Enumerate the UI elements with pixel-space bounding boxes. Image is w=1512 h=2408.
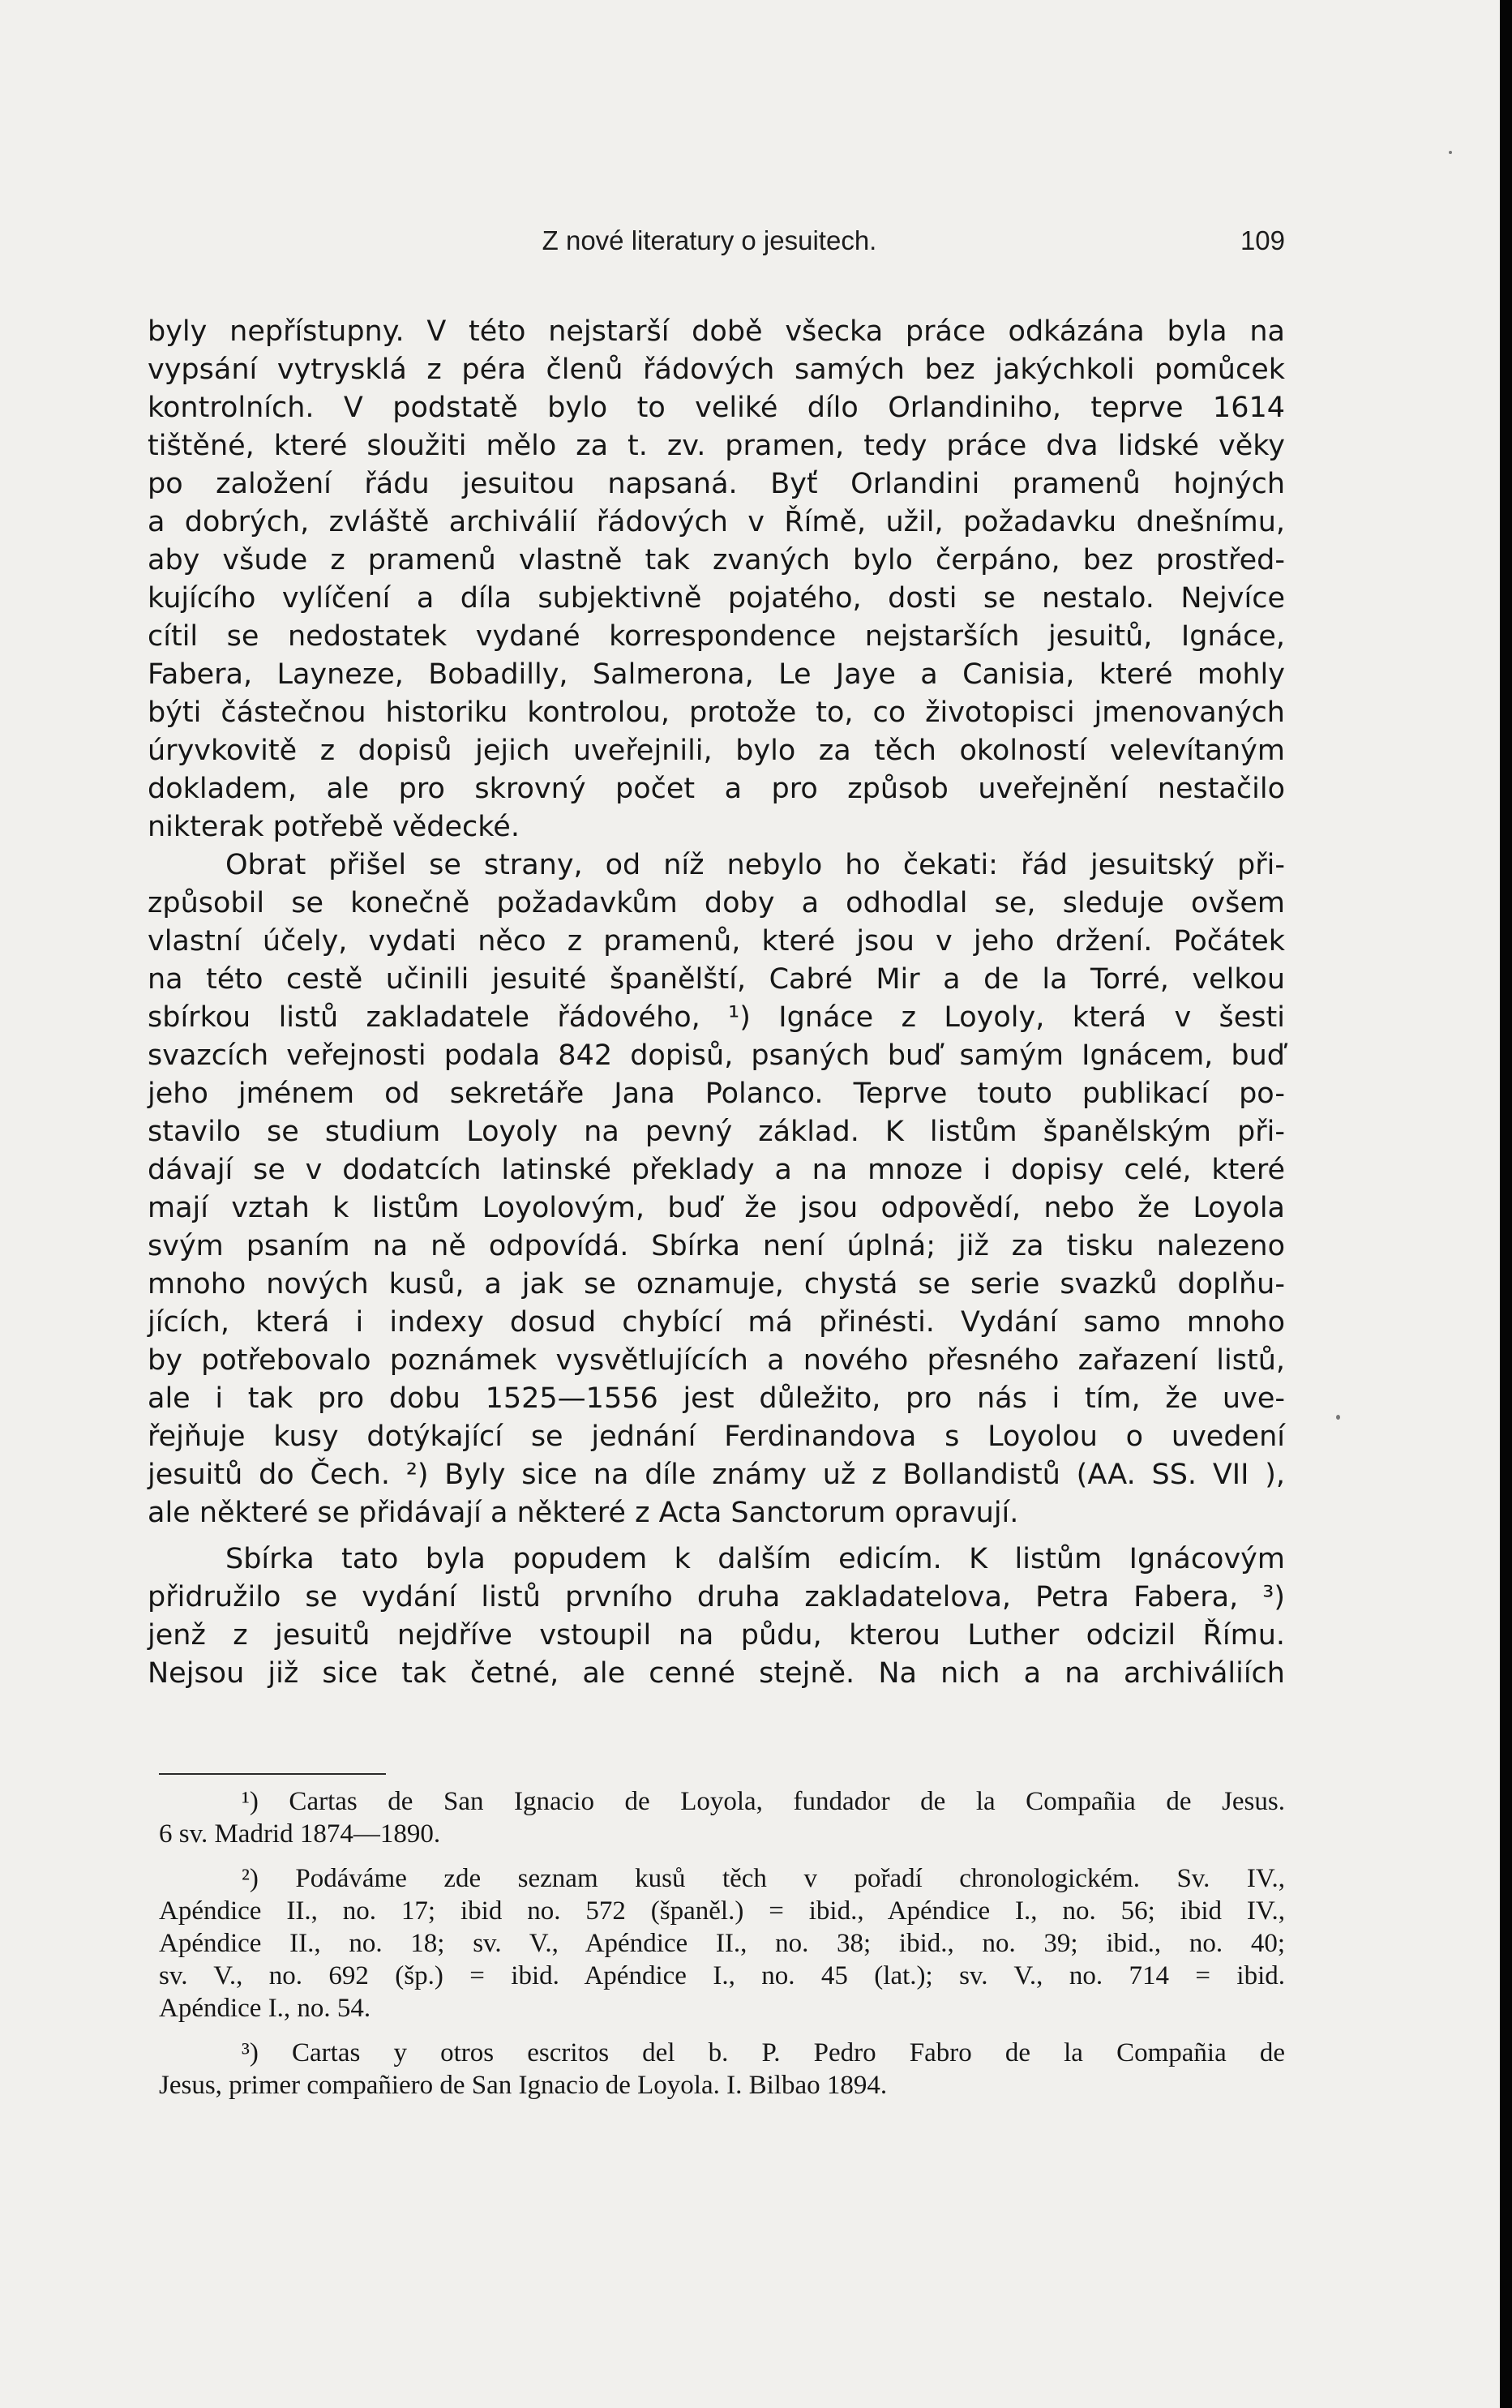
footnote-line: Jesus, primer compañiero de San Ignacio de Loyola. I. Bilbao 1894. (159, 2071, 888, 2100)
scan-speck (1336, 1415, 1340, 1420)
footnote-line: sv. V., no. 692 (šp.) = ibid. Apéndice I., no. 45 (lat.); sv. V., no. 714 = ibid. (159, 1961, 1285, 1990)
body-line: jících, která i indexy dosud chybící má přinésti. Vydání samo mnoho (148, 1306, 1285, 1339)
body-line: dávají se v dodatcích latinské překlady a na mnoze i dopisy celé, které (148, 1154, 1285, 1186)
footnote-line: ¹) Cartas de San Ignacio de Loyola, fundador de la Compañia de Jesus. (242, 1787, 1285, 1816)
body-line: kontrolních. V podstatě bylo to veliké dílo Orlandiniho, teprve 1614 (148, 392, 1285, 424)
body-line: dokladem, ale pro skrovný počet a pro způsob uveřejnění nestačilo (148, 773, 1285, 805)
body-line: mají vztah k listům Loyolovým, buď že jsou odpovědí, nebo že Loyola (148, 1192, 1285, 1224)
body-line: jesuitů do Čech. ²) Byly sice na díle známy už z Bollandistů (AA. SS. VII ), (148, 1459, 1285, 1491)
body-line: a dobrých, zvláště archiválií řádových v Římě, užil, požadavku dnešnímu, (148, 506, 1285, 538)
body-line: jeho jménem od sekretáře Jana Polanco. Teprve touto publikací po- (148, 1078, 1285, 1110)
footnote-rule (159, 1773, 386, 1775)
body-line: byly nepřístupny. V této nejstarší době všecka práce odkázána byla na (148, 315, 1285, 348)
body-line: by potřebovalo poznámek vysvětlujících a nového přesného zařazení listů, (148, 1344, 1285, 1377)
footnote-line: ²) Podáváme zde seznam kusů těch v pořadí chronologickém. Sv. IV., (242, 1864, 1285, 1893)
body-line: nikterak potřebě vědecké. (148, 811, 520, 843)
body-line: na této cestě učinili jesuité španělští, Cabré Mir a de la Torré, velkou (148, 963, 1285, 996)
footnote-line: Apéndice I., no. 54. (159, 1994, 371, 2023)
body-line: býti částečnou historiku kontrolou, protože to, co životopisci jmenovaných (148, 696, 1285, 729)
body-line: přidružilo se vydání listů prvního druha zakladatelova, Petra Fabera, ³) (148, 1581, 1285, 1613)
body-line: vypsání vytrysklá z péra členů řádových samých bez jakýchkoli pomůcek (148, 353, 1285, 386)
body-line: ale některé se přidávají a některé z Acta Sanctorum opravují. (148, 1497, 1019, 1529)
body-line: svazcích veřejnosti podala 842 dopisů, psaných buď samým Ignácem, buď (148, 1039, 1285, 1072)
body-line: způsobil se konečně požadavkům doby a odhodlal se, sleduje ovšem (148, 887, 1285, 919)
body-line: ale i tak pro dobu 1525—1556 jest důležito, pro nás i tím, že uve- (148, 1382, 1285, 1415)
body-line: cítil se nedostatek vydané korrespondence nejstarších jesuitů, Ignáce, (148, 620, 1285, 653)
body-line: Fabera, Layneze, Bobadilly, Salmerona, Le Jaye a Canisia, které mohly (148, 658, 1285, 691)
footnote-line: 6 sv. Madrid 1874—1890. (159, 1819, 441, 1849)
scan-border (1500, 0, 1512, 2408)
scan-speck (1449, 151, 1452, 154)
paragraph-start-line: Sbírka tato byla popudem k dalším edicím. K listům Ignácovým (225, 1543, 1285, 1575)
page-number: 109 (1240, 225, 1285, 255)
body-line: stavilo se studium Loyoly na pevný základ. K listům španělským při- (148, 1116, 1285, 1148)
body-line: sbírkou listů zakladatele řádového, ¹) Ignáce z Loyoly, která v šesti (148, 1001, 1285, 1034)
body-line: svým psaním na ně odpovídá. Sbírka není úplná; již za tisku nalezeno (148, 1230, 1285, 1262)
body-line: Nejsou již sice tak četné, ale cenné stejně. Na nich a na archiváliích (148, 1657, 1285, 1690)
footnote-line: Apéndice II., no. 17; ibid no. 572 (španěl.) = ibid., Apéndice I., no. 56; ibid IV., (159, 1896, 1285, 1926)
running-title: Z nové literatury o jesuitech. (542, 225, 877, 255)
paragraph-start-line: Obrat přišel se strany, od níž nebylo ho čekati: řád jesuitský při- (225, 849, 1285, 881)
footnote-line: ³) Cartas y otros escritos del b. P. Pedro Fabro de la Compañia de (242, 2038, 1285, 2067)
body-line: vlastní účely, vydati něco z pramenů, které jsou v jeho držení. Počátek (148, 925, 1285, 958)
body-line: jenž z jesuitů nejdříve vstoupil na půdu, kterou Luther odcizil Římu. (148, 1619, 1285, 1652)
body-line: aby všude z pramenů vlastně tak zvaných bylo čerpáno, bez prostřed- (148, 544, 1285, 576)
page-header (154, 225, 1285, 266)
footnote-line: Apéndice II., no. 18; sv. V., Apéndice II., no. 38; ibid., no. 39; ibid., no. 40; (159, 1929, 1285, 1958)
body-line: mnoho nových kusů, a jak se oznamuje, chystá se serie svazků doplňu- (148, 1268, 1285, 1300)
body-line: úryvkovitě z dopisů jejich uveřejnili, bylo za těch okolností velevítaným (148, 735, 1285, 767)
body-line: kujícího vylíčení a díla subjektivně pojatého, dosti se nestalo. Nejvíce (148, 582, 1285, 615)
body-line: tištěné, které sloužiti mělo za t. zv. pramen, tedy práce dva lidské věky (148, 430, 1285, 462)
body-line: řejňuje kusy dotýkající se jednání Ferdinandova s Loyolou o uvedení (148, 1420, 1285, 1453)
body-line: po založení řádu jesuitou napsaná. Byť Orlandini pramenů hojných (148, 468, 1285, 500)
